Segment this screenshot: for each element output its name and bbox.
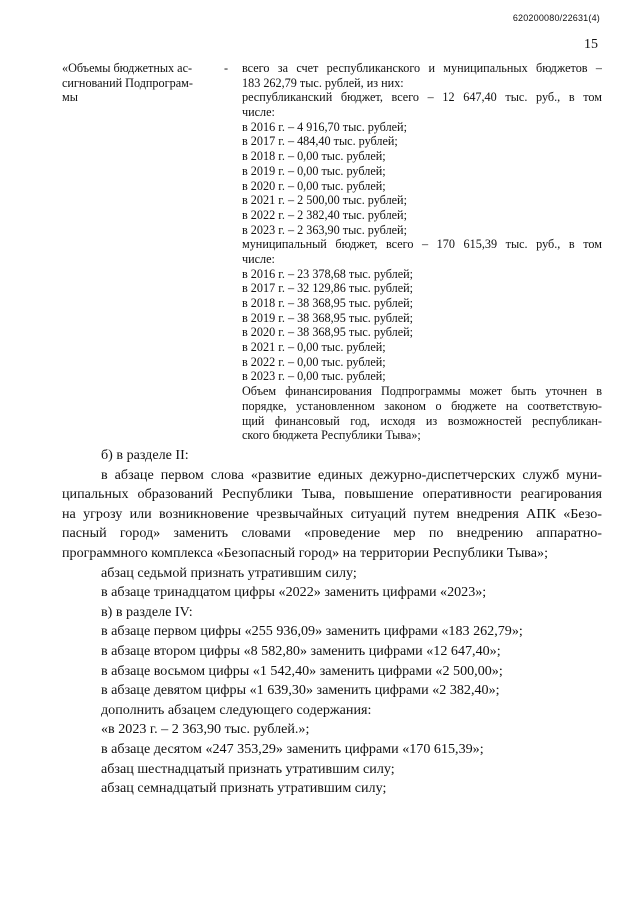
passport-line: в 2022 г. – 0,00 тыс. рублей; <box>242 354 386 369</box>
paragraph-line: ципальных образований Республики Тыва, повышение оперативности реагирования <box>62 486 602 503</box>
passport-line: Объем финансирования Подпрограммы может быть уточнен в <box>242 384 602 399</box>
passport-line: числе: <box>242 251 275 266</box>
paragraph-line: б) в разделе II: <box>101 447 189 463</box>
paragraph-line: дополнить абзацем следующего содержания: <box>101 701 372 718</box>
passport-line: ского бюджета Республики Тыва»; <box>242 428 421 443</box>
passport-line: в 2017 г. – 32 129,86 тыс. рублей; <box>242 281 414 296</box>
passport-line: в 2019 г. – 0,00 тыс. рублей; <box>242 163 386 178</box>
passport-line: муниципальный бюджет, всего – 170 615,39 тыс. руб., в том <box>242 237 602 252</box>
paragraph-line: в абзаце втором цифры «8 582,80» заменить цифрами «12 647,40»; <box>101 642 501 659</box>
paragraph-line: в абзаце восьмом цифры «1 542,40» заменить цифрами «2 500,00»; <box>101 662 503 679</box>
paragraph-line: «в 2023 г. – 2 363,90 тыс. рублей.»; <box>101 721 310 738</box>
passport-line: числе: <box>242 105 275 120</box>
passport-line: в 2018 г. – 0,00 тыс. рублей; <box>242 149 386 164</box>
paragraph-line: абзац семнадцатый признать утратившим силу; <box>101 780 387 797</box>
page-number: 15 <box>584 37 598 52</box>
passport-row-content <box>242 61 602 443</box>
amendment-text <box>62 446 602 799</box>
paragraph-line: в абзаце первом слова «развитие единых дежурно-диспетчерских служб муни- <box>101 466 602 483</box>
passport-line: в 2023 г. – 0,00 тыс. рублей; <box>242 369 386 384</box>
paragraph-line: пасный город» заменить словами «проведение мер по внедрению аппаратно- <box>62 525 602 542</box>
passport-line: в 2019 г. – 38 368,95 тыс. рублей; <box>242 310 414 325</box>
paragraph-line: в абзаце первом цифры «255 936,09» заменить цифрами «183 262,79»; <box>101 623 523 640</box>
paragraph-line: абзац шестнадцатый признать утратившим силу; <box>101 760 395 777</box>
paragraph-line: в абзаце десятом «247 353,29» заменить цифрами «170 615,39»; <box>101 740 484 757</box>
paragraph-line: на угрозу или возникновение чрезвычайных ситуаций путем внедрения АПК «Безо- <box>62 505 602 522</box>
passport-row-dash: - <box>224 61 229 75</box>
passport-row-label: «Объемы бюджетных ас- сигнований Подпрограм- мы <box>62 61 193 105</box>
passport-line: в 2020 г. – 38 368,95 тыс. рублей; <box>242 325 414 340</box>
passport-line: в 2020 г. – 0,00 тыс. рублей; <box>242 178 386 193</box>
paragraph-line: программного комплекса «Безопасный город» на территории Республики Тыва»; <box>62 544 548 561</box>
paragraph-line: в абзаце тринадцатом цифры «2022» заменить цифрами «2023»; <box>101 584 487 601</box>
passport-line: в 2017 г. – 484,40 тыс. рублей; <box>242 134 398 149</box>
passport-line: порядке, установленном законом о бюджете на соответствую- <box>242 398 602 413</box>
document-registration-code: 620200080/22631(4) <box>512 13 600 23</box>
passport-line: в 2021 г. – 2 500,00 тыс. рублей; <box>242 193 407 208</box>
passport-line: в 2016 г. – 23 378,68 тыс. рублей; <box>242 266 414 281</box>
passport-line: щий финансовый год, исходя из возможностей республикан- <box>242 413 602 428</box>
passport-line: в 2022 г. – 2 382,40 тыс. рублей; <box>242 207 407 222</box>
passport-line: республиканский бюджет, всего – 12 647,40 тыс. руб., в том <box>242 90 602 105</box>
passport-line: в 2021 г. – 0,00 тыс. рублей; <box>242 340 386 355</box>
passport-line: всего за счет республиканского и муниципальных бюджетов – <box>242 61 602 75</box>
passport-line: в 2018 г. – 38 368,95 тыс. рублей; <box>242 296 414 310</box>
passport-line: в 2023 г. – 2 363,90 тыс. рублей; <box>242 222 407 237</box>
paragraph-line: в) в разделе IV: <box>101 603 193 620</box>
paragraph-line: в абзаце девятом цифры «1 639,30» заменить цифрами «2 382,40»; <box>101 682 500 699</box>
passport-line: в 2016 г. – 4 916,70 тыс. рублей; <box>242 119 407 134</box>
passport-line: 183 262,79 тыс. рублей, из них: <box>242 75 404 90</box>
paragraph-line: абзац седьмой признать утратившим силу; <box>101 564 357 581</box>
